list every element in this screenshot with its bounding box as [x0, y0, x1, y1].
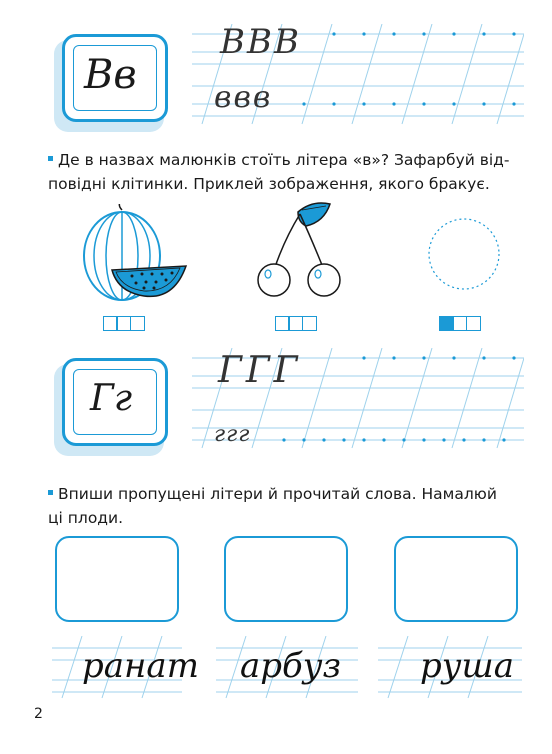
- task1-line2: повідні клітинки. Приклей зображення, якого бракує.: [48, 175, 490, 193]
- cherries-icon: [250, 200, 350, 304]
- sticker-placeholder-icon[interactable]: [426, 216, 502, 292]
- word-3: руша: [420, 646, 514, 686]
- placeholder-cells: [440, 316, 481, 331]
- task2-instruction: [48, 482, 528, 530]
- drawing-frame-2[interactable]: [224, 536, 348, 622]
- cell[interactable]: [466, 316, 481, 331]
- task2-line1: Впиши пропущені літери й прочитай слова. Намалюй: [58, 485, 497, 503]
- letter-v-card: [62, 34, 172, 126]
- letter-v-upper-row: ВВВ: [220, 22, 301, 62]
- watermelon-cells: [104, 316, 145, 331]
- cell[interactable]: [302, 316, 317, 331]
- letter-v-card-text: Вв: [84, 52, 137, 98]
- task2-line2: ці плоди.: [48, 509, 124, 527]
- bullet-icon: [48, 490, 53, 495]
- bullet-icon: [48, 156, 53, 161]
- task1-line1: Де в назвах малюнків стоїть літера «в»? Зафарбуй від-: [58, 151, 510, 169]
- watermelon-icon: [74, 204, 190, 304]
- cell[interactable]: [130, 316, 145, 331]
- task1-instruction: [48, 148, 528, 196]
- page-number: 2: [34, 706, 43, 722]
- letter-v-lower-row: ввв: [214, 80, 273, 115]
- drawing-frame-3[interactable]: [394, 536, 518, 622]
- cherries-cells: [276, 316, 317, 331]
- drawing-frame-1[interactable]: [55, 536, 179, 622]
- word-1: ранат: [82, 646, 199, 686]
- letter-h-upper-row: ГГГ: [218, 350, 302, 391]
- letter-h-lower-row: ггг: [214, 422, 251, 447]
- letter-h-card-text: Гг: [90, 378, 133, 419]
- letter-h-card: [62, 358, 172, 450]
- word-2: арбуз: [240, 646, 342, 686]
